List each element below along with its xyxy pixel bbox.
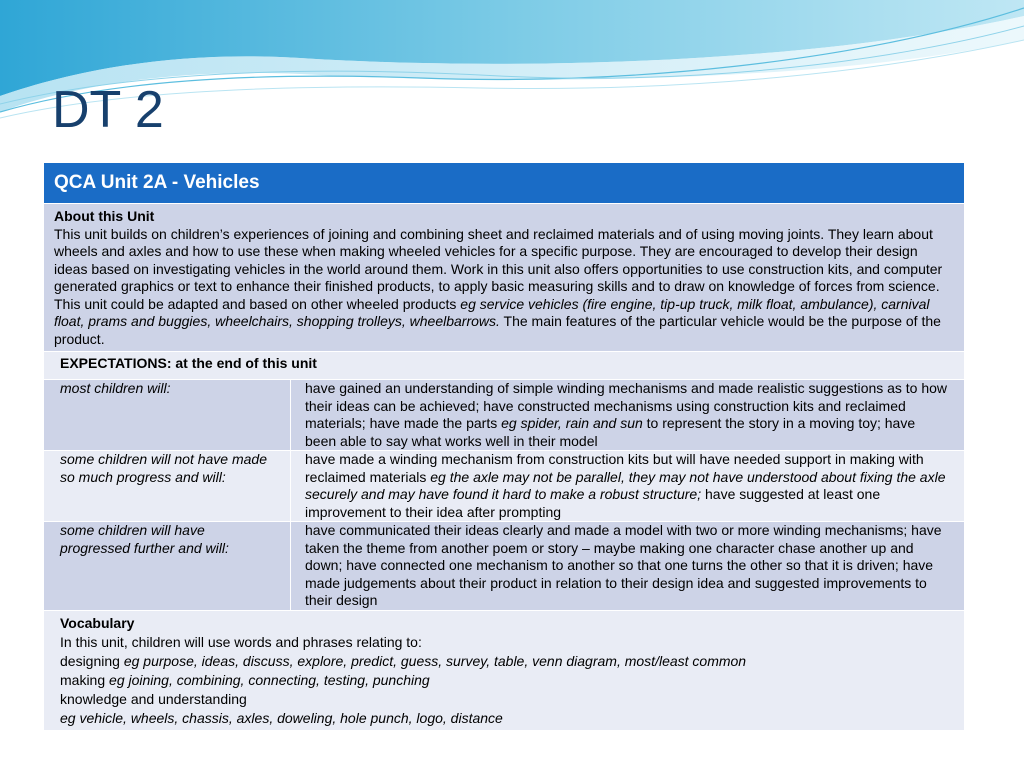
knowledge-label: knowledge and understanding bbox=[60, 690, 247, 707]
description-example: eg the axle may not be parallel, they may not have understood about fixing the axle securely and may have found it hard to make a robust structure; bbox=[305, 468, 946, 502]
about-unit-section bbox=[44, 204, 965, 352]
vocabulary-heading: Vocabulary bbox=[60, 614, 135, 631]
table-row bbox=[44, 380, 965, 451]
expectations-header-row bbox=[44, 352, 965, 380]
designing-label: designing bbox=[60, 652, 124, 669]
slide-title: DT 2 bbox=[52, 81, 164, 139]
vocabulary-making bbox=[60, 671, 948, 690]
expectation-description bbox=[291, 380, 965, 451]
expectation-label: most children will: bbox=[44, 380, 291, 451]
expectations-heading: EXPECTATIONS: at the end of this unit bbox=[44, 352, 965, 380]
description-text: have made a winding mechanism from construction kits but will have needed support in making with reclaimed materials bbox=[305, 451, 924, 485]
designing-terms: eg purpose, ideas, discuss, explore, predict, guess, survey, table, venn diagram, most/least common bbox=[123, 652, 747, 669]
about-p2-end: The main features of the particular vehicle would be the purpose of the product. bbox=[54, 313, 941, 347]
description-text: have communicated their ideas clearly and made a model with two or more winding mechanisms; have taken the theme from another poem or story – maybe making one character chase another up and down; have connected one mechanism to another so that one turns the other so that it is driven; have made judgements about their product in relation to their design idea and suggested improvements to their design bbox=[305, 522, 942, 608]
description-text-end: have suggested at least one improvement to their idea after prompting bbox=[305, 486, 881, 520]
table-header-row bbox=[44, 163, 965, 204]
expectation-description bbox=[291, 451, 965, 522]
description-example: eg spider, rain and sun bbox=[501, 415, 643, 431]
description-text-end: to represent the story in a moving toy; have been able to say what works well in their model bbox=[305, 415, 916, 449]
vocabulary-section bbox=[44, 610, 965, 730]
knowledge-terms bbox=[60, 709, 948, 728]
unit-table bbox=[43, 162, 965, 731]
about-paragraph-1: This unit builds on children’s experiences of joining and combining sheet and reclaimed materials and of using moving joints. They learn about wheels and axles and how to use these when making wheeled vehicles for a specific purpose. They are encouraged to develop their design ideas based on investigating vehicles in the world around them. Work in this unit also offers opportunities to use construction kits, and computer generated graphics or text to enhance their finished products, to apply basic measuring skills and to draw on knowledge of forces from science. bbox=[54, 225, 943, 294]
vocabulary-designing bbox=[60, 652, 948, 671]
about-row bbox=[44, 204, 965, 352]
expectation-label: some children will have progressed further and will: bbox=[44, 522, 291, 611]
making-terms: eg joining, combining, connecting, testing, punching bbox=[109, 671, 430, 688]
knowledge-terms-text: eg vehicle, wheels, chassis, axles, doweling, hole punch, logo, distance bbox=[60, 709, 503, 726]
table-row bbox=[44, 451, 965, 522]
expectation-description bbox=[291, 522, 965, 611]
table-row bbox=[44, 522, 965, 611]
making-label: making bbox=[60, 671, 110, 688]
vocabulary-row bbox=[44, 610, 965, 730]
expectation-label: some children will not have made so much progress and will: bbox=[44, 451, 291, 522]
about-paragraph-2 bbox=[54, 296, 954, 349]
vocabulary-intro: In this unit, children will use words and phrases relating to: bbox=[60, 633, 422, 650]
about-p2-examples: eg service vehicles (fire engine, tip-up truck, milk float, ambulance), carnival float, prams and buggies, wheelchairs, shopping trolleys, wheelbarrows. bbox=[54, 295, 930, 329]
about-heading: About this Unit bbox=[54, 208, 155, 224]
unit-title: QCA Unit 2A - Vehicles bbox=[44, 163, 965, 204]
about-p2-text: This unit could be adapted and based on other wheeled products bbox=[54, 295, 461, 312]
description-text: have gained an understanding of simple winding mechanisms and made realistic suggestions as to how their ideas can be achieved; have constructed mechanisms using construction kits and reclaimed materials; have made the parts bbox=[305, 380, 948, 431]
